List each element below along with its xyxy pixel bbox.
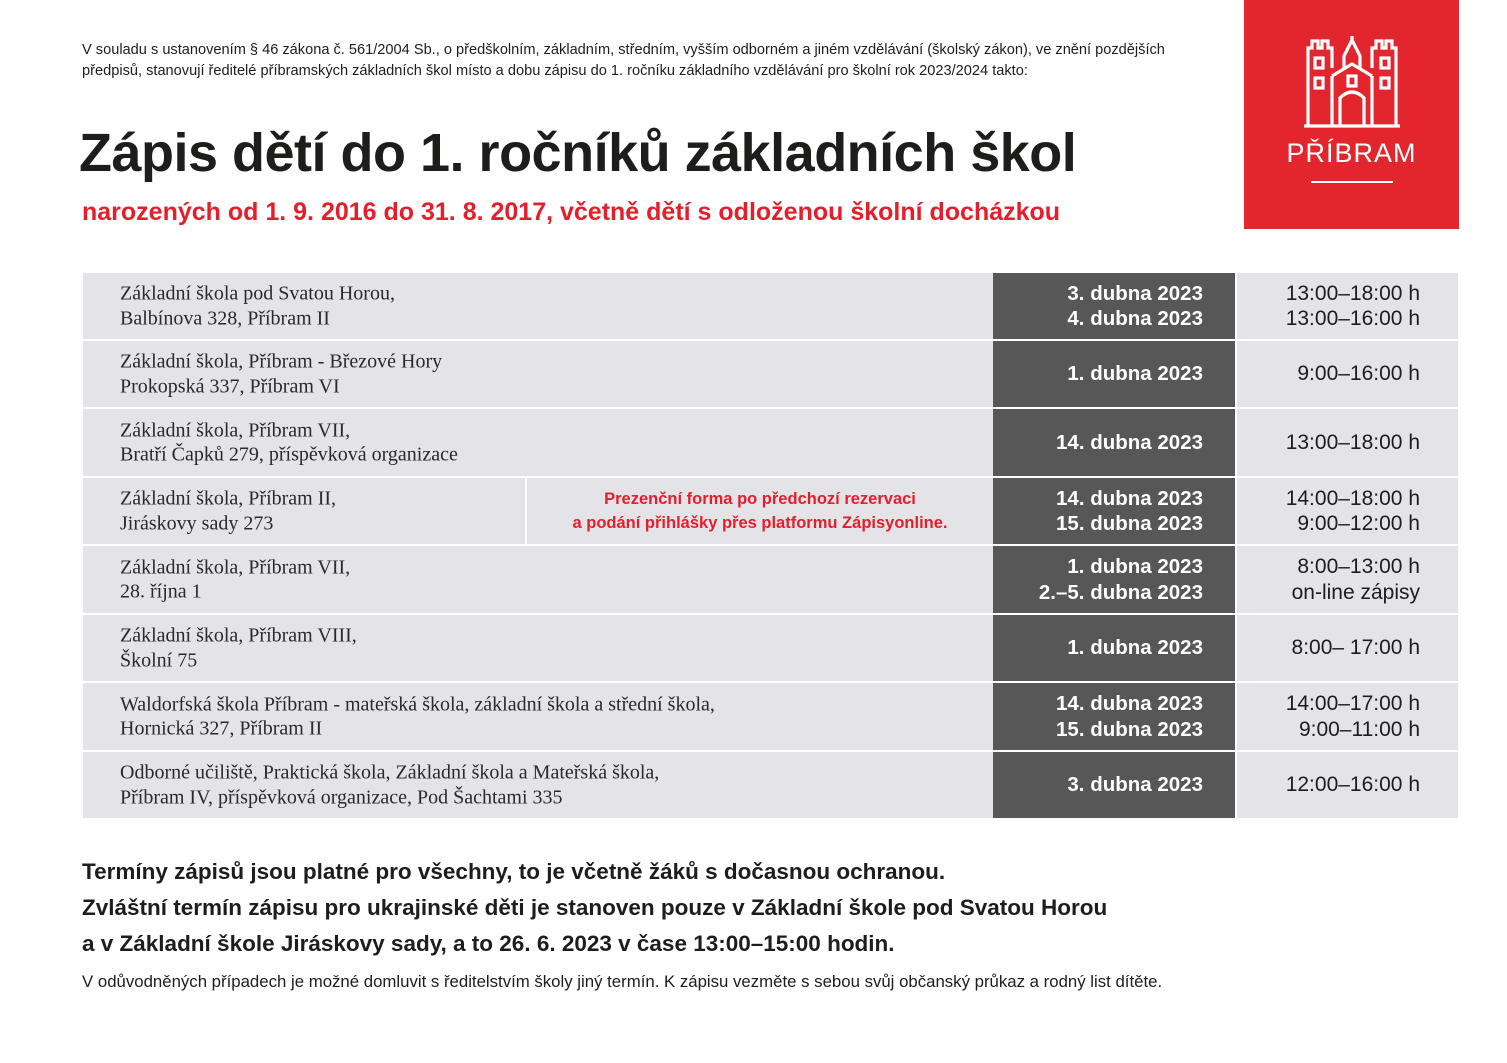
enrollment-date: 14. dubna 2023 15. dubna 2023 (993, 478, 1235, 544)
footer-line: Zvláštní termín zápisu pro ukrajinské děti je stanoven pouze v Základní škole pod Svatou Horou (82, 895, 1108, 920)
footer-line: Termíny zápisů jsou platné pro všechny, to je včetně žáků s dočasnou ochranou. (82, 859, 946, 884)
enrollment-date: 1. dubna 2023 2.–5. dubna 2023 (993, 546, 1235, 613)
table-row (83, 615, 1458, 681)
intro-paragraph: V souladu s ustanovením § 46 zákona č. 561/2004 Sb., o předškolním, základním, středním, vyšším odborném a jiném vzdělávání (školský zákon), ve znění pozdějších předpisů, stanovují ředitelé příbramských základních škol místo a dobu zápisu do 1. ročníku základního vzdělávání pro školní rok 2023/2024 takto: (82, 42, 1165, 79)
table-row (83, 409, 1458, 476)
schedule-table (83, 273, 1458, 820)
school-name: Waldorfská škola Příbram - mateřská škola, základní škola a střední škola, Hornická 327, Příbram II (120, 693, 715, 740)
footer-note: V odůvodněných případech je možné domluvit s ředitelstvím školy jiný termín. K zápisu vezměte s sebou svůj občanský průkaz a rodný list dítěte. (82, 972, 1163, 991)
table-row (83, 546, 1458, 613)
table-row (83, 341, 1458, 407)
table-row (83, 683, 1458, 750)
school-name: Základní škola, Příbram VIII, Školní 75 (120, 624, 357, 671)
town-castle-icon (1304, 36, 1400, 128)
enrollment-date: 3. dubna 2023 (993, 752, 1235, 818)
school-name: Základní škola, Příbram VII, Bratří Čapků 279, příspěvková organizace (120, 419, 458, 466)
enrollment-time: 14:00–18:00 h 9:00–12:00 h (1285, 486, 1420, 535)
pribram-logo (1244, 0, 1459, 229)
enrollment-date: 14. dubna 2023 15. dubna 2023 (993, 683, 1235, 750)
enrollment-time: 12:00–16:00 h (1285, 773, 1420, 797)
enrollment-date: 14. dubna 2023 (993, 409, 1235, 476)
enrollment-time: 13:00–18:00 h (1285, 430, 1420, 454)
enrollment-time: 14:00–17:00 h 9:00–11:00 h (1285, 692, 1420, 741)
page-title: Zápis dětí do 1. ročníků základních škol (79, 123, 1077, 183)
reservation-note: Prezenční forma po předchozí rezervaci a podání přihlášky přes platformu Zápisyonline. (572, 490, 948, 532)
enrollment-time: 8:00– 17:00 h (1291, 636, 1420, 660)
logo-name: PŘÍBRAM (1286, 138, 1417, 168)
enrollment-time: 9:00–16:00 h (1297, 362, 1420, 386)
school-name: Odborné učiliště, Praktická škola, Základní škola a Mateřská škola, Příbram IV, příspěvková organizace, Pod Šachtami 335 (120, 761, 660, 808)
enrollment-date: 1. dubna 2023 (993, 615, 1235, 681)
school-name: Základní škola, Příbram VII, 28. října 1 (120, 556, 351, 603)
enrollment-date: 1. dubna 2023 (993, 341, 1235, 407)
footer-notice (82, 854, 1382, 962)
enrollment-time: 13:00–18:00 h 13:00–16:00 h (1285, 281, 1420, 330)
footer-line: a v Základní škole Jiráskovy sady, a to 26. 6. 2023 v čase 13:00–15:00 hodin. (82, 931, 895, 956)
table-row (83, 478, 1458, 544)
table-row (83, 273, 1458, 339)
page-subtitle: narozených od 1. 9. 2016 do 31. 8. 2017, včetně dětí s odloženou školní docházkou (82, 198, 1061, 226)
school-name: Základní škola, Příbram II, Jiráskovy sady 273 (120, 487, 337, 534)
enrollment-time: 8:00–13:00 h on-line zápisy (1291, 555, 1420, 604)
school-name: Základní škola pod Svatou Horou, Balbínova 328, Příbram II (120, 282, 395, 329)
logo-underline (1311, 181, 1393, 183)
enrollment-date: 3. dubna 2023 4. dubna 2023 (993, 273, 1235, 339)
school-name: Základní škola, Příbram - Březové Hory Prokopská 337, Příbram VI (120, 350, 443, 397)
table-row (83, 752, 1458, 818)
